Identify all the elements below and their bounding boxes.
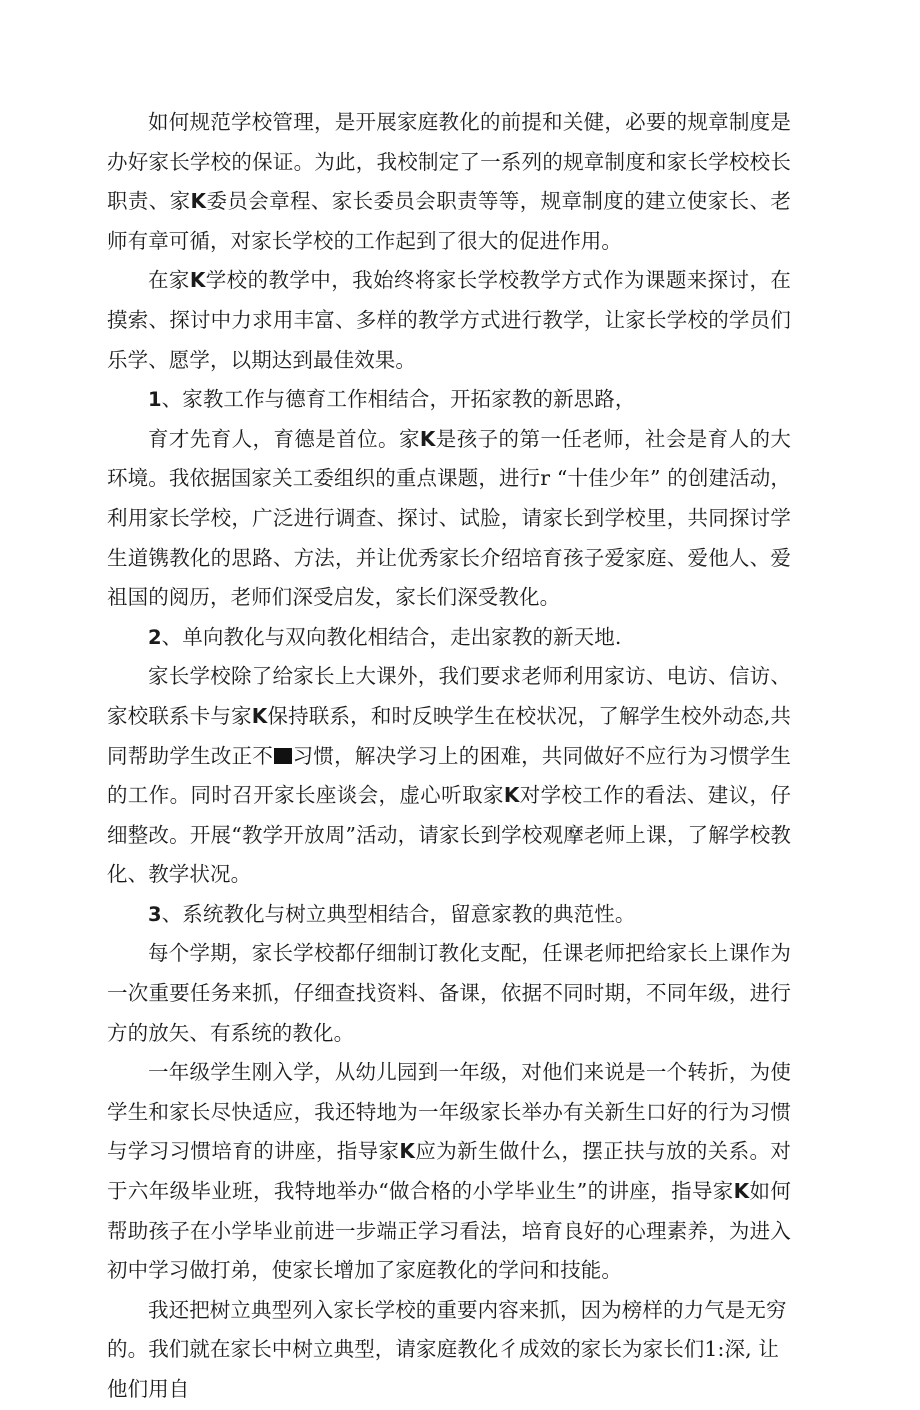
paragraph-6: 家长学校除了给家长上大课外，我们要求老师利用家访、电访、信访、家校联系卡与家K保持联系，和时反映学生在校状况，了解学生校外动态,共同帮助学生改正不 习惯，解决学习上的困难，共同做好不应行为习惯学生的工作。同时召开家长座谈会，虚心听取家K对学校工作的看法、建议，仔细整改。开展“教学开放周”活动，请家长到学校观摩老师上课，了解学校教化、教学状况。 [107,664,791,887]
paragraph-8: 每个学期，家长学校都仔细制订教化支配，任课老师把给家长上课作为一次重要任务来抓，仔细查找资料、备课，依据不同时期，不同年级，进行方的放矢、有系统的教化。 [107,941,791,1045]
list-number: 3 [148,902,162,926]
paragraph-2: 在家K学校的教学中，我始终将家长学校教学方式作为课题来探讨，在摸索、探讨中力求用丰富、多样的教学方式进行教学，让家长学校的学员们乐学、愿学，以期达到最佳效果。 [107,268,791,372]
ocr-latin-glyph: K [503,783,520,808]
ocr-latin-glyph: K [189,268,206,293]
ocr-latin-glyph: K [419,426,436,451]
document-text-body [107,103,791,1410]
paragraph-1: 如何规范学校管理，是开展家庭教化的前提和关健，必要的规章制度是办好家长学校的保证。为此，我校制定了一系列的规章制度和家长学校校长职责、家K委员会章程、家长委员会职责等等，规章制度的建立使家长、老师有章可循，对家长学校的工作起到了很大的促进作用。 [107,110,791,253]
paragraph-9: 一年级学生刚入学，从幼儿园到一年级，对他们来说是一个转折，为使学生和家长尽快适应，我还特地为一年级家长举办有关新生口好的行为习惯与学习习惯培育的讲座，指导家K应为新生做什么，摆正扶与放的关系。对于六年级毕业班，我特地举办“做合格的小学毕业生”的讲座，指导家K如何帮助孩子在小学毕业前进一步端正学习看法，培育良好的心理素养，为进入初中学习做打弟，使家长增加了家庭教化的学问和技能。 [107,1060,792,1283]
ocr-latin-glyph: K [190,189,207,214]
heading-item-3: 3、系统教化与树立典型相结合，留意家教的典范性。 [148,901,636,926]
paragraph-4: 育才先育人，育德是首位。家K是孩子的第一任老师，社会是育人的大环境。我依据国家关工委组织的重点课题，进行r “十佳少年” 的创建活动，利用家长学校，广泛进行调查、探讨、试脸，请家长到学校里，共同探讨学生道镌教化的思路、方法，并让优秀家长介绍培育孩子爱家庭、爱他人、爱祖国的阅历，老师们深受启发，家长们深受教化。 [107,426,791,610]
list-number: 1 [148,388,162,412]
ocr-latin-glyph: K [733,1179,750,1204]
paragraph-10: 我还把树立典型列入家长学校的重要内容来抓，因为榜样的力气是无穷的。我们就在家长中树立典型，请家庭教化彳成效的家长为家长们1:深, 让他们用自 [107,1297,787,1401]
heading-item-1: 1、家教工作与德育工作相结合，开拓家教的新思路， [148,387,636,412]
list-number: 2 [148,625,162,649]
heading-item-2: 2、单向教化与双向教化相结合，走出家教的新天地. [148,624,622,649]
ocr-latin-glyph: K [399,1139,416,1164]
ocr-latin-glyph: K [251,703,268,728]
ocr-box-glyph [274,748,292,764]
